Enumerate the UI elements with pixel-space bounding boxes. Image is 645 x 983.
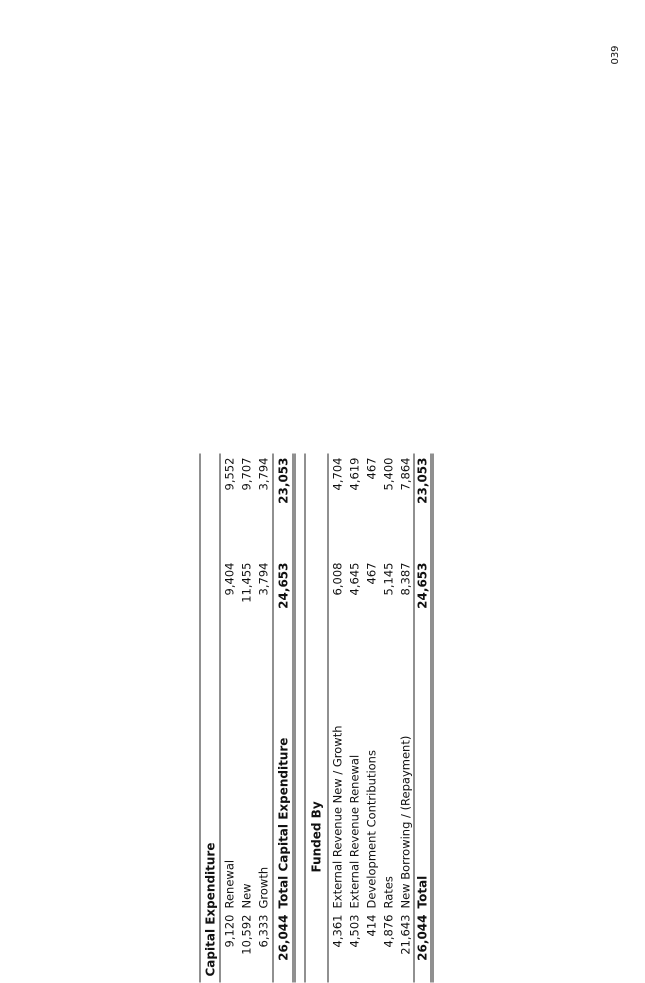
- rule: [305, 454, 306, 983]
- double-rule: [431, 454, 434, 983]
- prior-year-total: 26,044: [276, 914, 291, 961]
- table-row: [330, 454, 346, 983]
- year1-value: 9,404: [222, 562, 237, 596]
- year2-value: 467: [364, 457, 379, 480]
- row-label: New: [239, 883, 254, 909]
- year1-total: 24,653: [415, 562, 430, 609]
- funded-header-row: [309, 454, 325, 983]
- top-rule: [200, 454, 201, 983]
- year2-value: 7,864: [398, 457, 413, 491]
- year2-value: 4,619: [347, 457, 362, 491]
- table-row: [381, 454, 397, 983]
- prior-year-value: 4,876: [381, 914, 396, 948]
- year2-total: 23,053: [276, 457, 291, 504]
- year2-value: 9,552: [222, 457, 237, 491]
- year1-value: 5,145: [381, 562, 396, 596]
- year2-total: 23,053: [415, 457, 430, 504]
- prior-year-value: 9,120: [222, 914, 237, 948]
- year1-value: 3,794: [256, 562, 271, 596]
- row-label: New Borrowing / (Repayment): [398, 735, 413, 909]
- funded-header: Funded By: [309, 801, 324, 873]
- year1-total: 24,653: [276, 562, 291, 609]
- capital-header-row: [203, 454, 219, 983]
- table-row: [222, 454, 238, 983]
- prior-year-value: 4,361: [330, 914, 345, 948]
- year2-value: 4,704: [330, 457, 345, 491]
- rule: [328, 454, 329, 983]
- rule: [273, 454, 274, 983]
- page-number: 039: [610, 45, 621, 65]
- capital-expenditure-table: [199, 454, 425, 983]
- table-row: [364, 454, 380, 983]
- prior-year-total: 26,044: [415, 914, 430, 961]
- year1-value: 6,008: [330, 562, 345, 596]
- funded-total-row: [407, 454, 423, 983]
- prior-year-value: 4,503: [347, 914, 362, 948]
- total-label: Total: [415, 875, 430, 909]
- total-label: Total Capital Expenditure: [276, 737, 291, 909]
- year1-value: 4,645: [347, 562, 362, 596]
- table-row: [347, 454, 363, 983]
- year1-value: 11,455: [239, 562, 254, 603]
- prior-year-value: 21,643: [398, 914, 413, 955]
- prior-year-value: 6,333: [256, 914, 271, 948]
- prior-year-value: 414: [364, 914, 379, 937]
- year2-value: 5,400: [381, 457, 396, 491]
- row-label: Renewal: [222, 859, 237, 909]
- table-row: [256, 454, 272, 983]
- double-rule: [293, 454, 296, 983]
- year1-value: 467: [364, 562, 379, 585]
- total-row: [276, 454, 292, 983]
- capital-header: Capital Expenditure: [203, 842, 218, 977]
- row-label: Growth: [256, 866, 271, 909]
- rule: [220, 454, 221, 983]
- year1-value: 8,387: [398, 562, 413, 596]
- row-label: External Revenue Renewal: [347, 754, 362, 909]
- row-label: Rates: [381, 876, 396, 909]
- year2-value: 9,707: [239, 457, 254, 491]
- row-label: Development Contributions: [364, 750, 379, 909]
- year2-value: 3,794: [256, 457, 271, 491]
- prior-year-value: 10,592: [239, 914, 254, 955]
- row-label: External Revenue New / Growth: [330, 725, 345, 909]
- table-row: [239, 454, 255, 983]
